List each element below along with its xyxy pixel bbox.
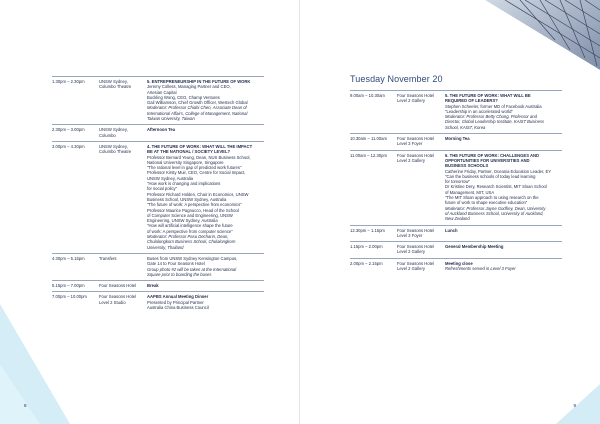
session-time: 9.00am – 10.30am (350, 93, 385, 98)
session-details (445, 228, 562, 239)
venue-line: Four Seasons Hotel (397, 152, 435, 158)
session-line: of Computer Science and Engineering, UNSW (147, 212, 233, 218)
schedule-row (350, 241, 562, 258)
session-details (147, 79, 264, 121)
session-line: Catherine Friday, Partner, Oceania Education Leader, EY (445, 168, 552, 174)
session-line: of work: A perspective from computer science" (147, 228, 233, 234)
session-line: Gate 14 to Four Seasons Hotel (147, 261, 205, 267)
session-line: Professor Kirsty Muir, CEO, Centre for Social Impact, (147, 170, 246, 176)
session-details (445, 153, 562, 222)
session-details (445, 93, 562, 130)
session-time: 2.30pm – 3.00pm (52, 127, 85, 133)
session-details (147, 294, 264, 310)
venue-line: Columbo Theatre (99, 84, 132, 90)
venue-line: UNSW Sydney, (99, 79, 128, 84)
session-note: Moderator: Professor Chiahi Chen, Associate Dean of (147, 105, 247, 111)
session-note: Refreshments served in Level 3 Foyer (445, 266, 516, 272)
session-line: Stephen Scheeler, former MD of Facebook Australia (445, 103, 542, 109)
session-line: National University Singapore, Singapore (147, 159, 224, 165)
session-line: Artesian Capital (147, 89, 177, 95)
session-line: Professor Richard Holden, Chair in Economics, UNSW (147, 191, 249, 197)
session-note: Chulalongkorn Business School, Chulalongkorn (147, 239, 236, 245)
session-title: BE AT THE NATIONAL / SOCIETY LEVEL? (147, 149, 231, 155)
schedule-row (350, 258, 562, 275)
session-line: Buses from UNSW Sydney Kensington Campus, (147, 255, 238, 261)
session-line: "Can the business schools of today lead learning (445, 173, 536, 179)
session-venue (99, 127, 147, 138)
session-note: Moderator: Professor Betty Chung, Professor and (445, 114, 537, 120)
session-details (445, 244, 562, 255)
session-time: 1.15pm – 2.00pm (350, 244, 383, 250)
session-venue (397, 261, 445, 272)
venue-line: Level 3 Foyer (397, 141, 423, 147)
session-title: 5. ENTREPRENEURSHIP IN THE FUTURE OF WORK (147, 79, 251, 84)
session-title: 6. THE FUTURE OF WORK: CHALLENGES AND (445, 152, 540, 158)
schedule-row (350, 133, 562, 150)
session-venue (397, 228, 445, 239)
schedule-row (52, 124, 264, 141)
session-note: International Affairs, College of Management, National (147, 110, 248, 116)
session-note: New Zealand (445, 216, 470, 222)
session-line: Jeremy Colless, Managing Partner and CEO, (147, 84, 231, 90)
venue-line: Four Seasons Hotel (397, 136, 435, 142)
session-time: 5.15pm – 7.00pm (52, 283, 85, 289)
venue-line: Level 2 Gallery (397, 157, 425, 163)
session-time: 2.00pm – 2.15pm (350, 260, 383, 266)
session-line: future of work to shape executive education" (445, 200, 528, 206)
venue-line: Four Seasons Hotel (397, 227, 435, 233)
schedule-row (52, 280, 264, 291)
session-line: Professor Maurice Pagnucco, Head of the School (147, 207, 239, 213)
session-note: School, KAIST, Korea (445, 124, 486, 130)
venue-line: Level 3 Foyer (397, 232, 423, 238)
schedule-row (350, 225, 562, 242)
session-title: Afternoon Tea (147, 127, 176, 133)
session-time: 3.00pm – 4.30pm (52, 143, 85, 149)
venue-line: Columbo (99, 132, 116, 138)
building-photo (485, 0, 600, 70)
session-line: Business School, UNSW Sydney, Australia (147, 196, 227, 202)
session-line: Presented by Principal Partner (147, 299, 204, 305)
session-line: Buckling Wong, CEO, Champ Ventures (147, 94, 220, 100)
venue-line: Four Seasons Hotel (397, 93, 435, 98)
venue-line: Transfers (99, 255, 117, 261)
session-note: Square prior to boarding the buses (147, 271, 212, 277)
schedule-row (350, 90, 562, 133)
session-line: Gail Williamson, Chief Growth Officer, Westech Global (147, 100, 248, 106)
right-page (300, 0, 600, 424)
session-line: UNSW Sydney, Australia (147, 175, 194, 181)
session-venue (397, 93, 445, 130)
session-title: REQUIRED OF LEADERS? (445, 98, 498, 104)
venue-line: Level 2 Gallery (397, 266, 425, 272)
session-details (445, 136, 562, 147)
schedule-row (52, 291, 264, 313)
session-title: BUSINESS SCHOOLS (445, 163, 489, 169)
day-heading: Tuesday November 20 (350, 74, 443, 84)
session-time: 1.30pm – 2.30pm (52, 79, 85, 84)
schedule-table-left (52, 76, 264, 313)
session-title: Meeting close (445, 260, 473, 266)
session-time: 11.00am – 12.30pm (350, 152, 387, 158)
venue-line: Level 2 Gallery (397, 98, 425, 104)
venue-line: Four Seasons Hotel (99, 283, 137, 289)
venue-line: Four Seasons Hotel (397, 260, 435, 266)
session-line: "The rational level in gap of predicted work futures" (147, 165, 242, 171)
session-line: of Management, MIT, USA (445, 189, 495, 195)
session-line: Professor Bernard Yeung, Dean, NUS Business School, (147, 154, 251, 160)
venue-line: UNSW Sydney, (99, 127, 128, 133)
session-details (147, 256, 264, 277)
page-number: 8 (24, 403, 27, 408)
schedule-row (52, 253, 264, 280)
session-note: Taiwan University, Taiwan (147, 116, 195, 122)
session-venue (99, 79, 147, 121)
venue-line: Level 2 Studio (99, 299, 126, 305)
session-title: Morning Tea (445, 136, 470, 142)
session-line: "How will artificial intelligence shape the future (147, 223, 233, 229)
session-time: 12.30pm – 1.15pm (350, 227, 385, 233)
session-details (147, 127, 264, 138)
session-note: of Auckland Business School, University of Auckland, (445, 210, 544, 216)
session-venue (99, 256, 147, 277)
session-line: Australia China Business Council (147, 304, 209, 310)
decorative-triangle-light (0, 364, 40, 424)
session-line: Engineering, UNSW Sydney, Australia (147, 218, 218, 224)
session-time: 7.00pm – 10.00pm (52, 294, 87, 300)
session-time: 4.30pm – 5.15pm (52, 255, 85, 261)
session-venue (99, 144, 147, 250)
venue-line: UNSW Sydney, (99, 143, 128, 149)
schedule-row (52, 141, 264, 253)
session-line: for social policy" (147, 186, 178, 192)
session-line: for tomorrow" (445, 179, 470, 185)
session-note: University, Thailand (147, 244, 184, 250)
venue-line: Four Seasons Hotel (99, 294, 137, 300)
session-title: 5. THE FUTURE OF WORK: WHAT WILL BE (445, 93, 531, 98)
session-venue (397, 153, 445, 222)
decorative-triangle (556, 384, 600, 424)
session-venue (397, 136, 445, 147)
session-line: "The future of work: A perspective from economics" (147, 202, 242, 208)
session-title: AAPBS Annual Meeting Dinner (147, 294, 209, 300)
session-venue (99, 283, 147, 288)
session-line: "Leadership in an accelerated world" (445, 108, 513, 114)
session-note: Group photo #2 will be taken at the International (147, 266, 237, 272)
session-venue (397, 244, 445, 255)
venue-line: Level 2 Gallery (397, 249, 425, 255)
session-details (147, 283, 264, 288)
schedule-table-right (350, 90, 562, 274)
session-details (445, 261, 562, 272)
session-note: Moderator: Professor Pasu Decharin, Dean, (147, 234, 229, 240)
session-title: 4. THE FUTURE OF WORK: WHAT WILL THE IMPACT (147, 143, 253, 149)
session-title: Lunch (445, 227, 458, 233)
session-time: 10.30am – 11.00am (350, 136, 387, 142)
session-title: Break (147, 283, 159, 289)
session-title: General Membership Meeting (445, 244, 504, 250)
page-number: 9 (573, 403, 576, 408)
session-venue (99, 294, 147, 310)
session-note: Moderator: Professor Jayne Godfrey, Dean, University (445, 205, 546, 211)
venue-line: Columbo Theatre (99, 149, 132, 155)
venue-line: Four Seasons Hotel (397, 244, 435, 250)
session-title: OPPORTUNITIES FOR UNIVERSITIES AND (445, 157, 530, 163)
session-line: "How work is changing and implications (147, 181, 221, 187)
session-details (147, 144, 264, 250)
session-note: Director, Global Leadership Institute, KAIST Business (445, 119, 545, 125)
schedule-row (52, 76, 264, 124)
session-line: Dr Kristine Dery, Research Scientist, MIT Sloan School (445, 184, 547, 190)
session-line: "The MIT Sloan approach to using research on the (445, 195, 539, 201)
schedule-row (350, 150, 562, 225)
